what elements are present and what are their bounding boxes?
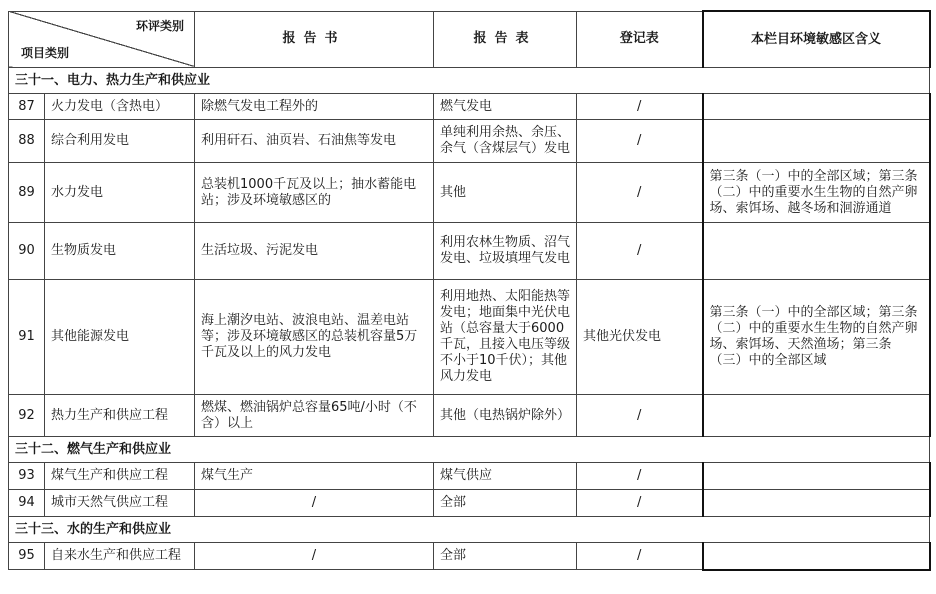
row-number: 91 [9, 280, 45, 395]
register-cell: / [577, 94, 703, 120]
table-row [9, 463, 930, 490]
sensitive-cell [703, 223, 930, 280]
register-table-header: 登记表 [577, 11, 703, 68]
report-table-cell: 其他 [434, 163, 577, 223]
sensitive-cell [703, 120, 930, 163]
project-name: 自来水生产和供应工程 [45, 543, 195, 570]
report-table-cell: 单纯利用余热、余压、余气（含煤层气）发电 [434, 120, 577, 163]
row-number: 89 [9, 163, 45, 223]
row-number: 88 [9, 120, 45, 163]
register-cell: / [577, 163, 703, 223]
sensitive-cell [703, 543, 930, 570]
register-cell: / [577, 543, 703, 570]
report-book-header: 报告书 [195, 11, 434, 68]
section-title: 三十一、电力、热力生产和供应业 [9, 68, 930, 94]
section-row [9, 68, 930, 94]
report-book-cell: 海上潮汐电站、波浪电站、温差电站等；涉及环境敏感区的总装机容量5万千瓦及以上的风力发电 [195, 280, 434, 395]
register-cell: 其他光伏发电 [577, 280, 703, 395]
table-row [9, 120, 930, 163]
section-title: 三十三、水的生产和供应业 [9, 517, 930, 543]
report-table-cell: 其他（电热锅炉除外） [434, 395, 577, 437]
table-row [9, 223, 930, 280]
report-table-cell: 利用农林生物质、沼气发电、垃圾填埋气发电 [434, 223, 577, 280]
register-cell: / [577, 490, 703, 517]
row-number: 93 [9, 463, 45, 490]
table-row [9, 490, 930, 517]
report-book-cell: / [195, 490, 434, 517]
project-name: 生物质发电 [45, 223, 195, 280]
sensitive-cell: 第三条（一）中的全部区域；第三条（二）中的重要水生生物的自然产卵场、索饵场、越冬场和洄游通道 [703, 163, 930, 223]
row-number: 92 [9, 395, 45, 437]
row-number: 90 [9, 223, 45, 280]
row-number: 87 [9, 94, 45, 120]
table-row [9, 280, 930, 395]
report-book-cell: 生活垃圾、污泥发电 [195, 223, 434, 280]
register-cell: / [577, 120, 703, 163]
project-name: 城市天然气供应工程 [45, 490, 195, 517]
table-row [9, 163, 930, 223]
register-cell: / [577, 223, 703, 280]
report-table-cell: 燃气发电 [434, 94, 577, 120]
sensitive-cell [703, 490, 930, 517]
report-book-cell: 煤气生产 [195, 463, 434, 490]
section-title: 三十二、燃气生产和供应业 [9, 437, 930, 463]
project-classification-table [8, 10, 931, 571]
sensitive-meaning-header: 本栏目环境敏感区含义 [703, 11, 930, 68]
report-table-header: 报告表 [434, 11, 577, 68]
project-name: 其他能源发电 [45, 280, 195, 395]
report-table-cell: 全部 [434, 543, 577, 570]
report-book-cell: / [195, 543, 434, 570]
sensitive-cell: 第三条（一）中的全部区域；第三条（二）中的重要水生生物的自然产卵场、索饵场、天然渔场；第三条（三）中的全部区域 [703, 280, 930, 395]
sensitive-cell [703, 463, 930, 490]
row-number: 95 [9, 543, 45, 570]
project-name: 火力发电（含热电） [45, 94, 195, 120]
report-table-cell: 利用地热、太阳能热等发电；地面集中光伏电站（总容量大于6000千瓦，且接入电压等级不小于10千伏）；其他风力发电 [434, 280, 577, 395]
table-row [9, 395, 930, 437]
table-row [9, 94, 930, 120]
section-row [9, 517, 930, 543]
report-book-cell: 燃煤、燃油锅炉总容量65吨/小时（不含）以上 [195, 395, 434, 437]
project-name: 综合利用发电 [45, 120, 195, 163]
diagonal-header-cell [9, 11, 195, 68]
row-number: 94 [9, 490, 45, 517]
header-row [9, 11, 930, 68]
register-cell: / [577, 463, 703, 490]
report-table-cell: 全部 [434, 490, 577, 517]
project-name: 煤气生产和供应工程 [45, 463, 195, 490]
section-row [9, 437, 930, 463]
report-book-cell: 利用矸石、油页岩、石油焦等发电 [195, 120, 434, 163]
report-table-cell: 煤气供应 [434, 463, 577, 490]
table-row [9, 543, 930, 570]
sensitive-cell [703, 395, 930, 437]
register-cell: / [577, 395, 703, 437]
report-book-cell: 总装机1000千瓦及以上；抽水蓄能电站；涉及环境敏感区的 [195, 163, 434, 223]
project-name: 热力生产和供应工程 [45, 395, 195, 437]
report-book-cell: 除燃气发电工程外的 [195, 94, 434, 120]
diag-bottom-label: 项目类别 [21, 46, 70, 60]
sensitive-cell [703, 94, 930, 120]
diag-top-label: 环评类别 [135, 18, 184, 33]
project-name: 水力发电 [45, 163, 195, 223]
